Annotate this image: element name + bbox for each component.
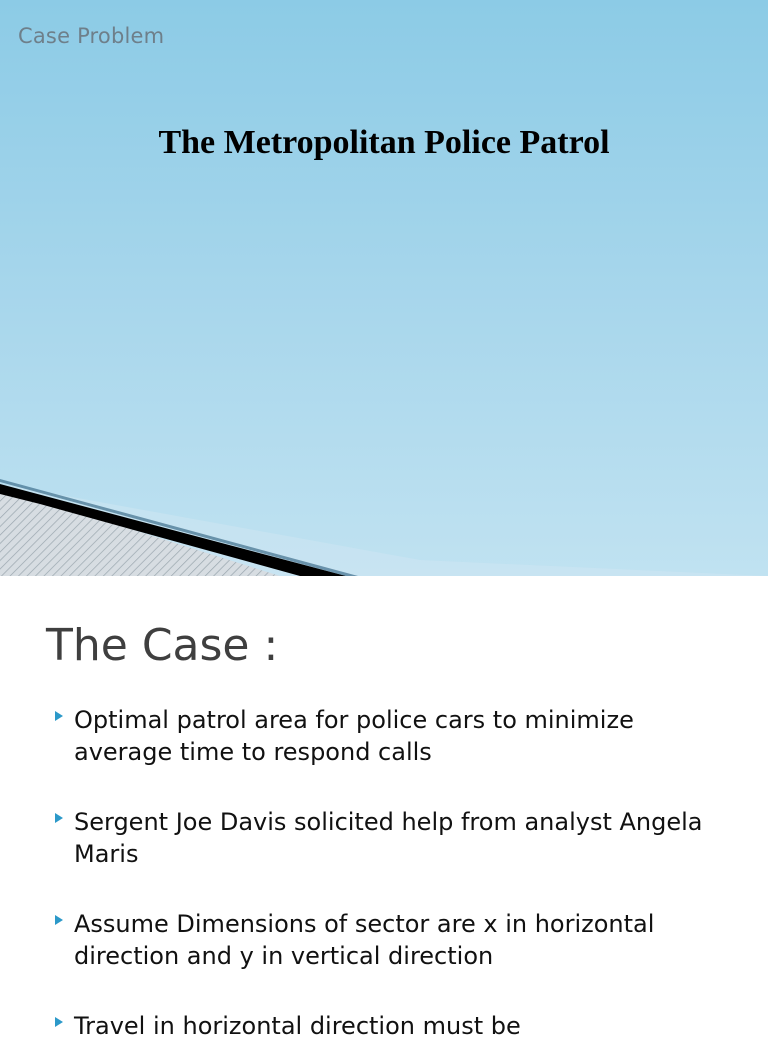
bullet-text: Sergent Joe Davis solicited help from analyst Angela Maris [74,808,703,868]
bullet-arrow-icon [55,1017,63,1027]
bullet-text: Assume Dimensions of sector are x in horizontal direction and y in vertical direction [74,910,655,970]
slide-title: The Case : [46,620,279,671]
bullet-arrow-icon [55,711,63,721]
slide-title: The Metropolitan Police Patrol [158,124,610,161]
slide-header-label: Case Problem [18,24,165,48]
bullet-arrow-icon [55,813,63,823]
bullet-text: Optimal patrol area for police cars to minimize average time to respond calls [74,706,634,766]
slide-the-case [0,576,768,1040]
bullet-arrow-icon [55,915,63,925]
bullet-text: Travel in horizontal direction must be [74,1012,521,1040]
